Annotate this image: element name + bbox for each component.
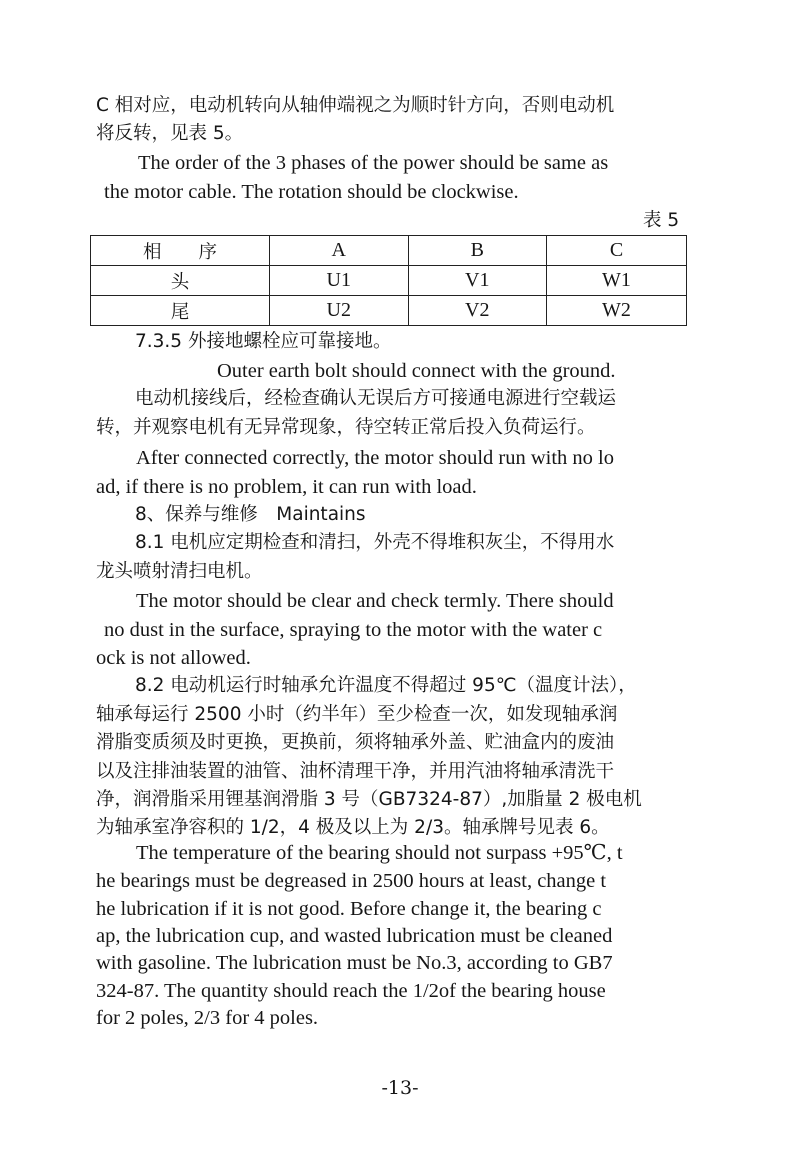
table-cell: U2 [270, 296, 409, 326]
table-cell: 尾 [91, 296, 270, 326]
paragraph-line: 轴承每运行 2500 小时（约半年）至少检查一次，如发现轴承润 [96, 704, 618, 725]
paragraph-line: 龙头喷射清扫电机。 [96, 561, 263, 582]
table-header-cell: A [270, 236, 409, 266]
paragraph-line: for 2 poles, 2/3 for 4 poles. [96, 1007, 319, 1029]
phase-table [90, 235, 687, 326]
paragraph-line: 将反转，见表 5。 [96, 123, 244, 144]
table-header-cell: C [547, 236, 687, 266]
table-header-row [91, 236, 687, 266]
paragraph-line: ap, the lubrication cup, and wasted lubrication must be cleaned [96, 925, 613, 947]
table-header-cell: B [408, 236, 547, 266]
paragraph-line: 为轴承室净容积的 1/2，4 极及以上为 2/3。轴承牌号见表 6。 [96, 817, 610, 838]
paragraph-line: 8.1 电机应定期检查和清扫，外壳不得堆积灰尘，不得用水 [135, 532, 615, 553]
table-cell: U1 [270, 266, 409, 296]
paragraph-line: the motor cable. The rotation should be clockwise. [104, 181, 519, 203]
paragraph-line: 滑脂变质须及时更换，更换前，须将轴承外盖、贮油盒内的废油 [96, 732, 615, 753]
table-cell: 头 [91, 266, 270, 296]
paragraph-line: ock is not allowed. [96, 647, 251, 669]
paragraph-line: 电动机接线后，经检查确认无误后方可接通电源进行空载运 [135, 388, 617, 409]
table-cell: V1 [408, 266, 547, 296]
section-heading: 7.3.5 外接地螺栓应可靠接地。 [135, 331, 392, 352]
paragraph-line: C 相对应，电动机转向从轴伸端视之为顺时针方向，否则电动机 [96, 95, 615, 116]
table-row [91, 296, 687, 326]
section-heading: 8、保养与维修 Maintains [135, 504, 366, 525]
paragraph-line: 转，并观察电机有无异常现象，待空转正常后投入负荷运行。 [96, 417, 596, 438]
paragraph-line: The order of the 3 phases of the power should be same as [138, 152, 609, 174]
table-header-cell: 相 序 [91, 236, 270, 266]
table-cell: W1 [547, 266, 687, 296]
paragraph-line: no dust in the surface, spraying to the motor with the water c [104, 619, 603, 641]
paragraph-line: After connected correctly, the motor should run with no lo [136, 447, 615, 469]
table-cell: W2 [547, 296, 687, 326]
paragraph-line: The motor should be clear and check termly. There should [136, 590, 614, 612]
page-number: -13- [381, 1077, 419, 1099]
table-caption: 表 5 [643, 210, 680, 231]
paragraph-line: ad, if there is no problem, it can run with load. [96, 476, 477, 498]
paragraph-line: The temperature of the bearing should not surpass +95℃, t [136, 842, 623, 864]
paragraph-line: with gasoline. The lubrication must be No.3, according to GB7 [96, 952, 613, 974]
paragraph-line: 324-87. The quantity should reach the 1/2of the bearing house [96, 980, 606, 1002]
table-cell: V2 [408, 296, 547, 326]
paragraph-line: he lubrication if it is not good. Before change it, the bearing c [96, 898, 602, 920]
paragraph-line: he bearings must be degreased in 2500 hours at least, change t [96, 870, 607, 892]
paragraph-line: Outer earth bolt should connect with the ground. [217, 360, 616, 382]
paragraph-line: 以及注排油装置的油管、油杯清理干净，并用汽油将轴承清洗干 [96, 761, 615, 782]
paragraph-line: 8.2 电动机运行时轴承允许温度不得超过 95℃（温度计法）， [135, 675, 637, 696]
paragraph-line: 净，润滑脂采用锂基润滑脂 3 号（GB7324-87）,加脂量 2 极电机 [96, 789, 642, 810]
table-row [91, 266, 687, 296]
